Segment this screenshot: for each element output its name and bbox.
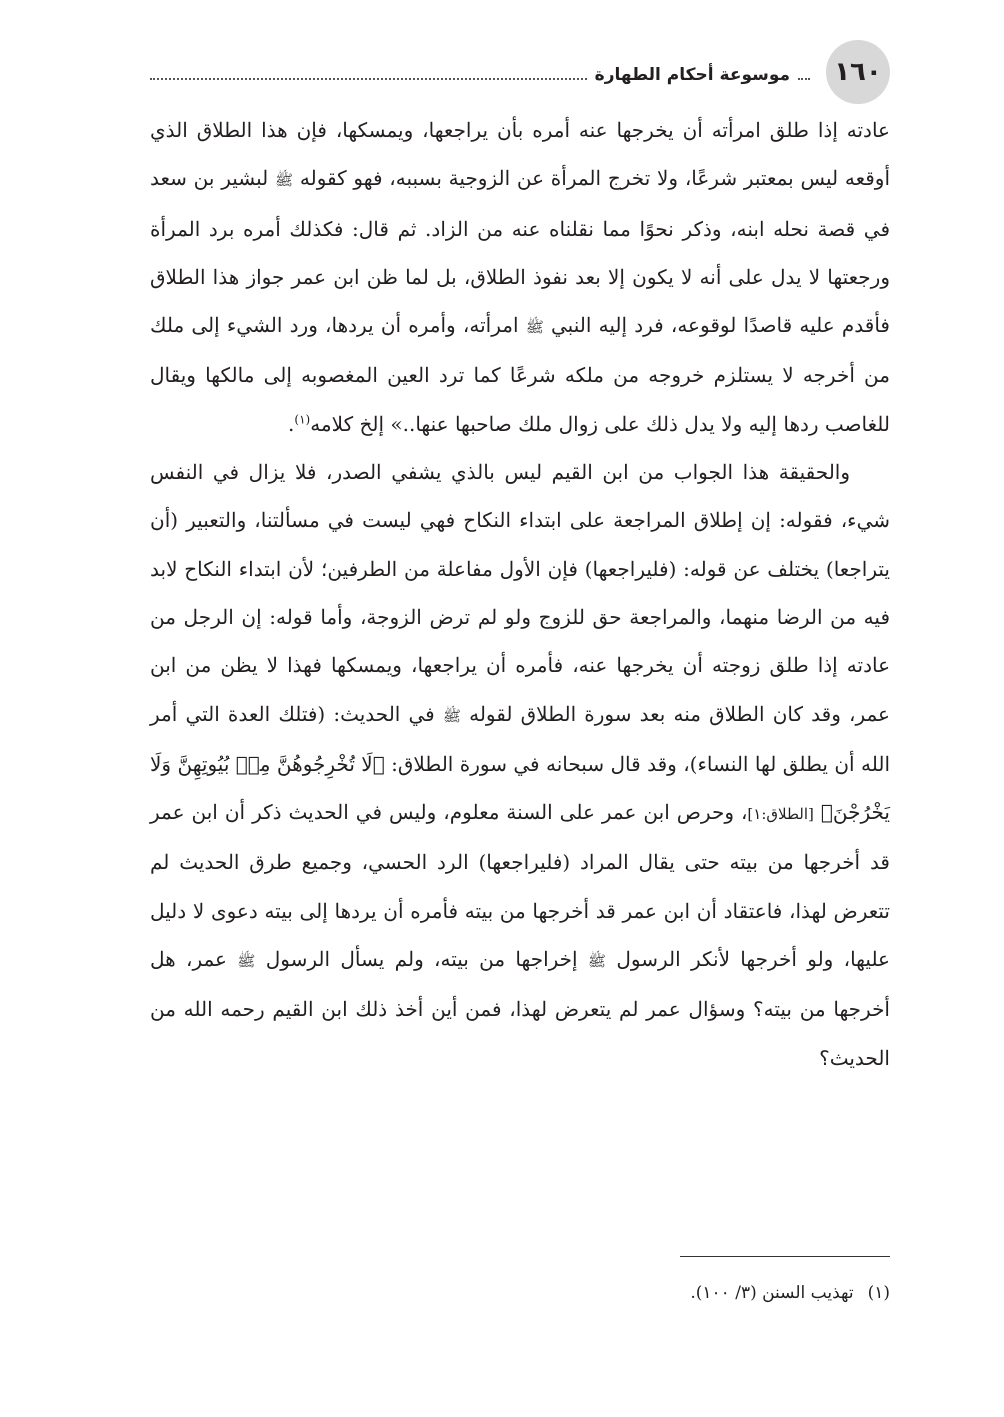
- page-number: ١٦٠: [826, 40, 890, 104]
- paragraph-1-text-a: عادته إذا طلق امرأته أن يخرجها عنه أمره بأن يراجعها، ويمسكها، فإن هذا الطلاق الذي أوقعه ليس بمعتبر شرعًا، ولا تخرج المرأة عن الزوجية بسببه، فهو كقوله: [150, 118, 891, 191]
- quran-verse: ﴿لَا تُخْرِجُوهُنَّ مِنۢ بُيُوتِهِنَّ وَلَا يَخْرُجْنَ﴾: [150, 751, 890, 825]
- paragraph-2-text-d: إخراجها من بيته، ولم يسأل الرسول: [255, 947, 588, 972]
- quran-reference: [الطلاق:١]: [747, 805, 814, 824]
- paragraph-2: [150, 448, 890, 1082]
- paragraph-2-text-c: ، وحرص ابن عمر على السنة معلوم، وليس في الحديث ذكر أن ابن عمر قد أخرجها من بيته حتى يقال المراد (فليراجعها) الرد الحسي، وجميع طرق الحديث لم تتعرض لهذا، فاعتقاد أن ابن عمر قد أخرجها من بيته فأمره أن يردها إلى بيته دعوى لا دليل عليها، ولو أخرجها لأنكر الرسول: [150, 800, 890, 972]
- main-text: [150, 106, 890, 1082]
- footnote-text: تهذيب السنن (٣/ ١٠٠).: [690, 1283, 854, 1303]
- paragraph-1: [150, 106, 890, 448]
- paragraph-1-text-c: امرأته، وأمره أن يردها، ورد الشيء إلى ملك من أخرجه لا يستلزم خروجه من ملكه شرعًا كما ترد العين المغصوبه إلى مالكها ويقال للغاصب ردها إليه ولا يدل ذلك على زوال ملك صاحبها عنها..» إلخ كلامه: [150, 313, 890, 436]
- salawat-symbol: ﷺ: [275, 171, 294, 190]
- paragraph-1-text-b: لبشير بن سعد في قصة نحله ابنه، وذكر نحوًا مما نقلناه عنه من الزاد. ثم قال: فكذلك أمره برد المرأة ورجعتها لا يدل على أنه لا يكون إلا بعد نفوذ الطلاق، بل لما ظن ابن عمر جواز هذا الطلاق فأقدم عليه قاصدًا لوقوعه، فرد إليه النبي: [150, 166, 890, 338]
- running-header: [150, 58, 810, 92]
- header-dotted-leader: [150, 78, 587, 80]
- salawat-symbol: ﷺ: [525, 318, 544, 337]
- footnote-number: (١): [867, 1283, 890, 1303]
- paragraph-2-text-a: والحقيقة هذا الجواب من ابن القيم ليس بالذي يشفي الصدر، فلا يزال في النفس شيء، فقوله: إن إطلاق المراجعة على ابتداء النكاح فهي ليست في مسألتنا، والتعبير (أن يتراجعا) يختلف عن قوله: (فليراجعها) فإن الأول مفاعلة من الطرفين؛ لأن ابتداء النكاح لابد فيه من الرضا منهما، والمراجعة حق للزوج ولو لم ترض الزوجة، وأما قوله: إن الرجل من عادته إذا طلق زوجته أن يخرجها عنه، فأمره أن يراجعها، ويمسكها فهذا لا يظن من ابن عمر، وقد كان الطلاق منه بعد سورة الطلاق لقوله: [150, 460, 890, 726]
- footnote-reference[interactable]: (١): [294, 412, 311, 427]
- footnote: [150, 1278, 890, 1308]
- paragraph-1-end: .: [288, 411, 295, 436]
- paragraph-2-text-e: عمر، هل أخرجها من بيته؟ وسؤال عمر لم يتعرض لهذا، فمن أين أخذ ذلك ابن القيم رحمه الله من الحديث؟: [150, 947, 890, 1070]
- salawat-symbol: ﷺ: [237, 952, 256, 971]
- salawat-symbol: ﷺ: [587, 952, 607, 971]
- header-dotted-leader-right: [798, 78, 810, 80]
- footnote-divider: [680, 1256, 890, 1257]
- salawat-symbol: ﷺ: [442, 706, 461, 725]
- book-title: موسوعة أحكام الطهارة: [594, 65, 790, 85]
- paragraph-2-text-b: في الحديث: (فتلك العدة التي أمر الله أن يطلق لها النساء)، وقد قال سبحانه في سورة الطلاق:: [150, 701, 891, 776]
- page-header: [150, 36, 890, 106]
